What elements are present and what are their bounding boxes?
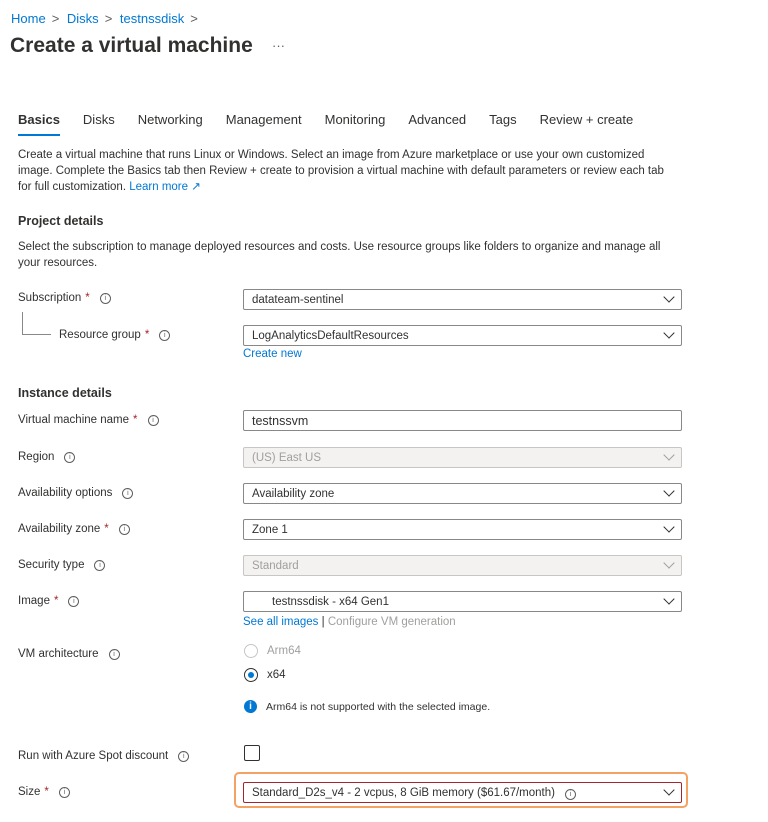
subscription-select[interactable]: datateam-sentinel bbox=[243, 289, 682, 310]
page-title: Create a virtual machine bbox=[10, 34, 253, 57]
external-link-icon: ↗ bbox=[188, 181, 201, 193]
info-icon[interactable]: i bbox=[148, 415, 159, 426]
info-icon[interactable]: i bbox=[122, 488, 133, 499]
info-filled-icon: i bbox=[244, 700, 257, 713]
availability-zone-label: Availability zone * i bbox=[18, 523, 130, 535]
tab-advanced[interactable]: Advanced bbox=[408, 112, 467, 127]
configure-vm-generation-link: Configure VM generation bbox=[327, 616, 456, 628]
breadcrumb: Home > Disks > testnssdisk > bbox=[11, 11, 198, 26]
chevron-down-icon bbox=[663, 485, 674, 496]
chevron-down-icon bbox=[663, 291, 674, 302]
size-select[interactable]: Standard_D2s_v4 - 2 vcpus, 8 GiB memory ($61.67/month) i bbox=[243, 782, 682, 803]
vm-name-input[interactable]: testnssvm bbox=[243, 410, 682, 431]
arch-info-message: i Arm64 is not supported with the selected image. bbox=[244, 700, 490, 713]
learn-more-link[interactable]: Learn more bbox=[129, 181, 189, 193]
tab-review-create[interactable]: Review + create bbox=[539, 112, 634, 127]
radio-arm64: Arm64 bbox=[244, 644, 301, 658]
chevron-down-icon bbox=[663, 449, 674, 460]
region-label: Region i bbox=[18, 451, 75, 463]
project-details-heading: Project details bbox=[18, 214, 104, 228]
instance-details-heading: Instance details bbox=[18, 386, 112, 400]
resource-group-select[interactable]: LogAnalyticsDefaultResources bbox=[243, 325, 682, 346]
info-icon[interactable]: i bbox=[109, 649, 120, 660]
info-icon[interactable]: i bbox=[59, 787, 70, 798]
info-icon[interactable]: i bbox=[565, 789, 576, 800]
tab-monitoring[interactable]: Monitoring bbox=[324, 112, 386, 127]
subscription-label: Subscription * i bbox=[18, 292, 111, 304]
security-type-select: Standard bbox=[243, 555, 682, 576]
chevron-down-icon bbox=[663, 593, 674, 604]
chevron-down-icon bbox=[663, 557, 674, 568]
info-icon[interactable]: i bbox=[94, 560, 105, 571]
chevron-down-icon bbox=[663, 327, 674, 338]
security-type-label: Security type i bbox=[18, 559, 105, 571]
more-icon[interactable]: ··· bbox=[272, 38, 285, 53]
info-icon[interactable]: i bbox=[119, 524, 130, 535]
tab-bar bbox=[18, 112, 656, 136]
info-icon[interactable]: i bbox=[100, 293, 111, 304]
spot-discount-checkbox[interactable] bbox=[244, 745, 260, 761]
info-icon[interactable]: i bbox=[64, 452, 75, 463]
size-label: Size * i bbox=[18, 786, 70, 798]
tab-tags[interactable]: Tags bbox=[489, 112, 517, 127]
resource-group-label: Resource group * i bbox=[59, 329, 170, 341]
tab-basics[interactable]: Basics bbox=[18, 112, 60, 136]
image-label: Image * i bbox=[18, 595, 79, 607]
project-details-desc: Select the subscription to manage deployed resources and costs. Use resource groups like folders to organize and manage all your resources. bbox=[18, 241, 661, 269]
chevron-down-icon bbox=[663, 784, 674, 795]
tab-disks[interactable]: Disks bbox=[82, 112, 115, 127]
info-icon[interactable]: i bbox=[159, 330, 170, 341]
availability-options-select[interactable]: Availability zone bbox=[243, 483, 682, 504]
region-select: (US) East US bbox=[243, 447, 682, 468]
tab-networking[interactable]: Networking bbox=[137, 112, 203, 127]
availability-options-label: Availability options i bbox=[18, 487, 133, 499]
intro-body: Create a virtual machine that runs Linux or Windows. Select an image from Azure marketplace or use your own customized image. Complete the Basics tab then Review + create to provision a virtual machine with default parameters or review each tab for full customization. bbox=[18, 149, 664, 193]
vm-architecture-label: VM architecture i bbox=[18, 648, 120, 660]
chevron-down-icon bbox=[663, 521, 674, 532]
breadcrumb-disks[interactable]: Disks bbox=[66, 11, 99, 26]
tab-management[interactable]: Management bbox=[225, 112, 302, 127]
image-links bbox=[243, 616, 456, 628]
image-select[interactable]: testnssdisk - x64 Gen1 bbox=[243, 591, 682, 612]
tree-connector bbox=[22, 312, 51, 335]
intro-text bbox=[18, 147, 678, 195]
spot-discount-label: Run with Azure Spot discount i bbox=[18, 750, 189, 762]
availability-zone-select[interactable]: Zone 1 bbox=[243, 519, 682, 540]
breadcrumb-disk[interactable]: testnssdisk bbox=[119, 11, 185, 26]
vm-name-label: Virtual machine name * i bbox=[18, 414, 159, 426]
see-all-images-link[interactable]: See all images bbox=[243, 616, 319, 628]
info-icon[interactable]: i bbox=[68, 596, 79, 607]
info-icon[interactable]: i bbox=[178, 751, 189, 762]
create-new-link[interactable]: Create new bbox=[243, 348, 302, 360]
breadcrumb-home[interactable]: Home bbox=[11, 11, 46, 26]
link-separator: | bbox=[321, 616, 325, 628]
radio-x64[interactable]: x64 bbox=[244, 668, 286, 682]
